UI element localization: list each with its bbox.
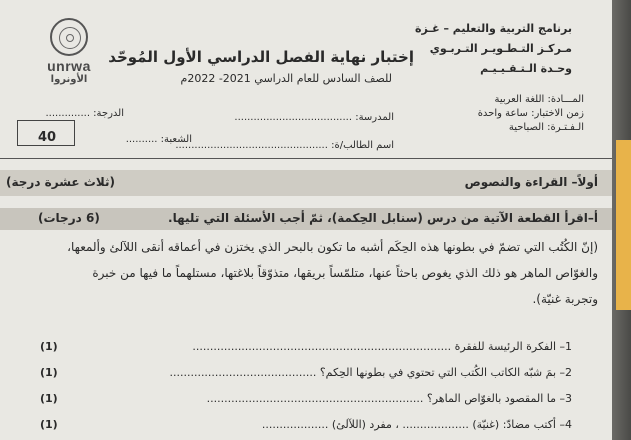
period-field: الـفـتـرة: الصباحية [508,122,584,133]
duration-field: زمن الاختبار: ساعة واحدة [477,108,584,119]
student-name-field: اسم الطالب/ة: ................................................ [175,140,394,151]
section-field: الشعبة: .......... [125,134,192,145]
part-a-points: (6 درجات) [38,211,100,225]
grade-field: الدرجة: .............. [45,108,124,119]
org-line-1: برنامج التربية والتعليم – غـزة [415,22,572,35]
passage-line-1: (إنّ الكُتُب التي تضمّ في بطونها هذه الحِكَم أشبه ما تكون بالبحر الذي يختزن في أعماقه أنقى اللآلئ وألمعها، [67,240,598,254]
exam-title: إختبار نهاية الفصل الدراسي الأول المُوحّد [108,48,414,66]
question-1-mark: (1) [40,340,58,353]
question-3: 3– ما المقصود بالغوّاص الماهر؟ .............................................................. [206,392,572,405]
question-4: 4– أكتب مضادّ: (غنيّة) ................... ، مفرد (اللآلئ) ................... [261,418,572,431]
section-one-title: أولاً– القراءة والنصوص [464,175,598,189]
logo-text-en: unrwa [47,58,91,74]
school-field: المدرسة: ..................................... [234,112,394,123]
question-2-mark: (1) [40,366,58,379]
total-score: 40 [37,130,57,145]
score-box [17,120,75,146]
org-line-2: مـركـز التـطـويـر التـربـوي [429,42,572,55]
unrwa-logo [44,18,94,100]
passage-line-2: والغوّاص الماهر هو ذلك الذي يغوص باحثاً عنها، متلمّساً بريقها، متذوّقاً بلاغتها، مستلهماً ما فيها من خبرة [92,266,598,280]
question-2: 2– بمَ شبّه الكاتب الكُتب التي تحتوي في بطونها الحِكم؟ .......................................... [169,366,572,379]
question-1: 1– الفكرة الرئيسة للفقرة .......................................................................... [192,340,572,353]
photo-edge [612,0,631,440]
subject-field: المـــادة: اللغة العربية [494,94,584,105]
header-divider [0,158,612,159]
edge-tab [616,140,631,310]
question-4-mark: (1) [40,418,58,431]
section-one-points: (ثلاث عشرة درجة) [6,175,115,189]
passage-line-3: وتجربة غنيّة). [532,292,598,306]
un-emblem-icon [50,18,88,56]
logo-text-ar: الأونروا [50,74,88,85]
exam-subtitle: للصف السادس للعام الدراسي 2021- 2022م [180,72,392,85]
org-line-3: وحـدة الـتـقـيـيـم [480,62,572,75]
question-3-mark: (1) [40,392,58,405]
part-a-instruction: أ–اقرأ القطعة الآتية من درس (سنابل الحِكمة)، ثمّ أجب الأسئلة التي تليها. [168,211,598,225]
